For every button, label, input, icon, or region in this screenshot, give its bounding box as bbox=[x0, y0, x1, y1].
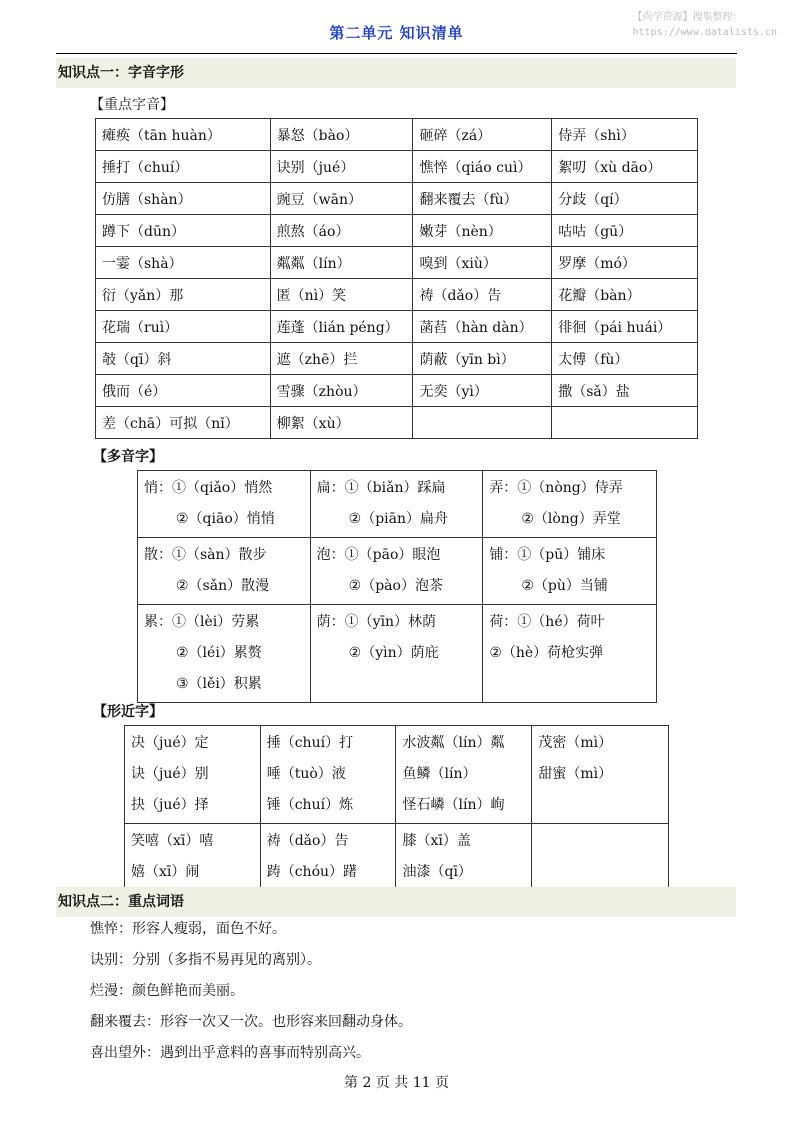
vocab-item: 诀别：分别（多指不易再见的离别）。 bbox=[90, 952, 321, 968]
polyphonic-line: 悄：①（qiǎo）悄然 bbox=[144, 480, 273, 496]
polyphonic-line: 铺：①（pū）铺床 bbox=[489, 547, 606, 563]
similar-chars-line: 鱼鳞（lín） bbox=[402, 766, 477, 782]
similar-chars-line: 膝（xī）盖 bbox=[402, 833, 471, 849]
table-row bbox=[138, 471, 657, 538]
pronunciation-cell bbox=[413, 407, 552, 439]
similar-chars-line: 油漆（qī） bbox=[402, 864, 472, 880]
pronunciation-cell: 蹲下（dūn） bbox=[96, 215, 271, 247]
pronunciation-cell: 撒（sǎ）盐 bbox=[552, 375, 698, 407]
table-row bbox=[96, 183, 698, 215]
vocab-item: 烂漫：颜色鲜艳而美丽。 bbox=[90, 983, 244, 999]
table-row bbox=[125, 726, 669, 824]
pronunciation-cell: 粼粼（lín） bbox=[270, 247, 413, 279]
similar-chars-line: 水波粼（lín）粼 bbox=[402, 735, 505, 751]
pronunciation-cell: 仿膳（shàn） bbox=[96, 183, 271, 215]
similar-chars-line: 甜蜜（mì） bbox=[538, 766, 613, 782]
similar-chars-line: 诀（jué）别 bbox=[131, 766, 209, 782]
table-row bbox=[125, 824, 669, 891]
pronunciation-cell: 瘫痪（tān huàn） bbox=[96, 119, 271, 151]
vocab-item: 憔悴：形容人瘦弱，面色不好。 bbox=[90, 921, 286, 937]
table-row bbox=[138, 538, 657, 605]
table-row bbox=[96, 375, 698, 407]
similar-chars-cell bbox=[260, 824, 396, 891]
section2-heading: 知识点二：重点词语 bbox=[56, 887, 736, 917]
polyphonic-line: ②（piān）扁舟 bbox=[348, 511, 449, 527]
key-pronunciation-table bbox=[95, 118, 698, 439]
similar-chars-label: 【形近字】 bbox=[93, 704, 163, 720]
table-row bbox=[96, 311, 698, 343]
similar-chars-line: 茂密（mì） bbox=[538, 735, 613, 751]
similar-chars-cell bbox=[396, 726, 532, 824]
similar-chars-line: 笑嘻（xī）嘻 bbox=[131, 833, 214, 849]
table-row bbox=[96, 215, 698, 247]
pronunciation-cell: 遮（zhē）拦 bbox=[270, 343, 413, 375]
vocab-item: 喜出望外：遇到出乎意料的喜事而特别高兴。 bbox=[90, 1045, 370, 1061]
pronunciation-cell: 祷（dǎo）告 bbox=[413, 279, 552, 311]
polyphonic-cell bbox=[483, 538, 657, 605]
section1-heading: 知识点一：字音字形 bbox=[56, 58, 736, 88]
pronunciation-cell: 暴怒（bào） bbox=[270, 119, 413, 151]
polyphonic-line: 荫：①（yīn）林荫 bbox=[316, 614, 437, 630]
pronunciation-cell: 匿（nì）笑 bbox=[270, 279, 413, 311]
table-row bbox=[138, 605, 657, 703]
pronunciation-cell: 花瓣（bàn） bbox=[552, 279, 698, 311]
pronunciation-cell: 罗摩（mó） bbox=[552, 247, 698, 279]
similar-chars-cell bbox=[396, 824, 532, 891]
similar-chars-line: 抉（jué）择 bbox=[131, 797, 209, 813]
polyphonic-line: 散：①（sàn）散步 bbox=[144, 547, 267, 563]
polyphonic-label: 【多音字】 bbox=[93, 449, 163, 465]
pronunciation-cell: 嫩芽（nèn） bbox=[413, 215, 552, 247]
similar-chars-table bbox=[124, 725, 669, 891]
similar-chars-cell bbox=[532, 726, 669, 824]
pronunciation-cell: 捶打（chuí） bbox=[96, 151, 271, 183]
polyphonic-line: ②（lòng）弄堂 bbox=[521, 511, 621, 527]
pronunciation-cell bbox=[552, 407, 698, 439]
polyphonic-cell bbox=[310, 471, 483, 538]
polyphonic-line: ②（léi）累赘 bbox=[176, 645, 262, 661]
table-row bbox=[96, 247, 698, 279]
pronunciation-cell: 侍弄（shì） bbox=[552, 119, 698, 151]
polyphonic-cell bbox=[138, 605, 311, 703]
pronunciation-cell: 莲蓬（lián péng） bbox=[270, 311, 413, 343]
pronunciation-cell: 徘徊（pái huái） bbox=[552, 311, 698, 343]
polyphonic-line: ②（hè）荷枪实弹 bbox=[489, 645, 604, 661]
vocab-item: 翻来覆去：形容一次又一次。也形容来回翻动身体。 bbox=[90, 1014, 412, 1030]
polyphonic-cell bbox=[483, 605, 657, 703]
polyphonic-table bbox=[137, 470, 657, 703]
pronunciation-cell: 菡萏（hàn dàn） bbox=[413, 311, 552, 343]
page-footer: 第 2 页 共 11 页 bbox=[344, 1075, 449, 1091]
pronunciation-cell: 翻来覆去（fù） bbox=[413, 183, 552, 215]
similar-chars-line: 踌（chóu）躇 bbox=[266, 864, 358, 880]
polyphonic-line: ②（pù）当铺 bbox=[521, 578, 608, 594]
key-pronunciation-label: 【重点字音】 bbox=[90, 97, 174, 113]
similar-chars-cell bbox=[125, 824, 261, 891]
pronunciation-cell: 咕咕（gū） bbox=[552, 215, 698, 247]
vocab-list bbox=[90, 914, 412, 1069]
polyphonic-line: 荷：①（hé）荷叶 bbox=[489, 614, 605, 630]
pronunciation-cell: 絮叨（xù dāo） bbox=[552, 151, 698, 183]
pronunciation-cell: 分歧（qí） bbox=[552, 183, 698, 215]
polyphonic-line: ③（lěi）积累 bbox=[176, 676, 262, 692]
pronunciation-cell: 荫蔽（yīn bì） bbox=[413, 343, 552, 375]
polyphonic-cell bbox=[310, 538, 483, 605]
similar-chars-cell bbox=[125, 726, 261, 824]
similar-chars-line: 决（jué）定 bbox=[131, 735, 209, 751]
polyphonic-line: ②（yìn）荫庇 bbox=[348, 645, 439, 661]
pronunciation-cell: 豌豆（wān） bbox=[270, 183, 413, 215]
pronunciation-cell: 太傅（fù） bbox=[552, 343, 698, 375]
polyphonic-line: 弄：①（nòng）侍弄 bbox=[489, 480, 623, 496]
polyphonic-line: 泡：①（pāo）眼泡 bbox=[316, 547, 441, 563]
pronunciation-cell: 一霎（shà） bbox=[96, 247, 271, 279]
polyphonic-line: 扁：①（biǎn）踩扁 bbox=[316, 480, 446, 496]
polyphonic-cell bbox=[138, 471, 311, 538]
similar-chars-line: 祷（dǎo）告 bbox=[266, 833, 349, 849]
pronunciation-cell: 衍（yǎn）那 bbox=[96, 279, 271, 311]
pronunciation-cell: 嗅到（xiù） bbox=[413, 247, 552, 279]
watermark-url: https://www.datalists.cn bbox=[632, 27, 777, 38]
similar-chars-cell bbox=[260, 726, 396, 824]
polyphonic-line: ②（sǎn）散漫 bbox=[176, 578, 270, 594]
watermark-line1: 【尚学资源】搜集整理： bbox=[632, 12, 743, 23]
pronunciation-cell: 花瑞（ruì） bbox=[96, 311, 271, 343]
similar-chars-cell bbox=[532, 824, 669, 891]
pronunciation-cell: 诀别（jué） bbox=[270, 151, 413, 183]
table-row bbox=[96, 151, 698, 183]
similar-chars-line: 锤（chuí）炼 bbox=[266, 797, 354, 813]
pronunciation-cell: 差（chā）可拟（nǐ） bbox=[96, 407, 271, 439]
pronunciation-cell: 煎熬（áo） bbox=[270, 215, 413, 247]
polyphonic-cell bbox=[483, 471, 657, 538]
similar-chars-line: 嬉（xī）闹 bbox=[131, 864, 200, 880]
polyphonic-cell bbox=[138, 538, 311, 605]
table-row bbox=[96, 343, 698, 375]
similar-chars-line: 捶（chuí）打 bbox=[266, 735, 354, 751]
pronunciation-cell: 无奕（yì） bbox=[413, 375, 552, 407]
similar-chars-line: 唾（tuò）液 bbox=[266, 766, 346, 782]
page-title: 第二单元 知识清单 bbox=[329, 24, 464, 42]
title-divider bbox=[56, 53, 737, 54]
table-row bbox=[96, 119, 698, 151]
pronunciation-cell: 攲（qī）斜 bbox=[96, 343, 271, 375]
polyphonic-line: ②（qiāo）悄悄 bbox=[176, 511, 275, 527]
pronunciation-cell: 俄而（é） bbox=[96, 375, 271, 407]
table-row bbox=[96, 279, 698, 311]
pronunciation-cell: 雪骤（zhòu） bbox=[270, 375, 413, 407]
pronunciation-cell: 砸碎（zá） bbox=[413, 119, 552, 151]
pronunciation-cell: 憔悴（qiáo cuì） bbox=[413, 151, 552, 183]
polyphonic-cell bbox=[310, 605, 483, 703]
pronunciation-cell: 柳絮（xù） bbox=[270, 407, 413, 439]
table-row bbox=[96, 407, 698, 439]
polyphonic-line: ②（pào）泡茶 bbox=[348, 578, 443, 594]
polyphonic-line: 累：①（lèi）劳累 bbox=[144, 614, 260, 630]
similar-chars-line: 怪石嶙（lín）峋 bbox=[402, 797, 505, 813]
